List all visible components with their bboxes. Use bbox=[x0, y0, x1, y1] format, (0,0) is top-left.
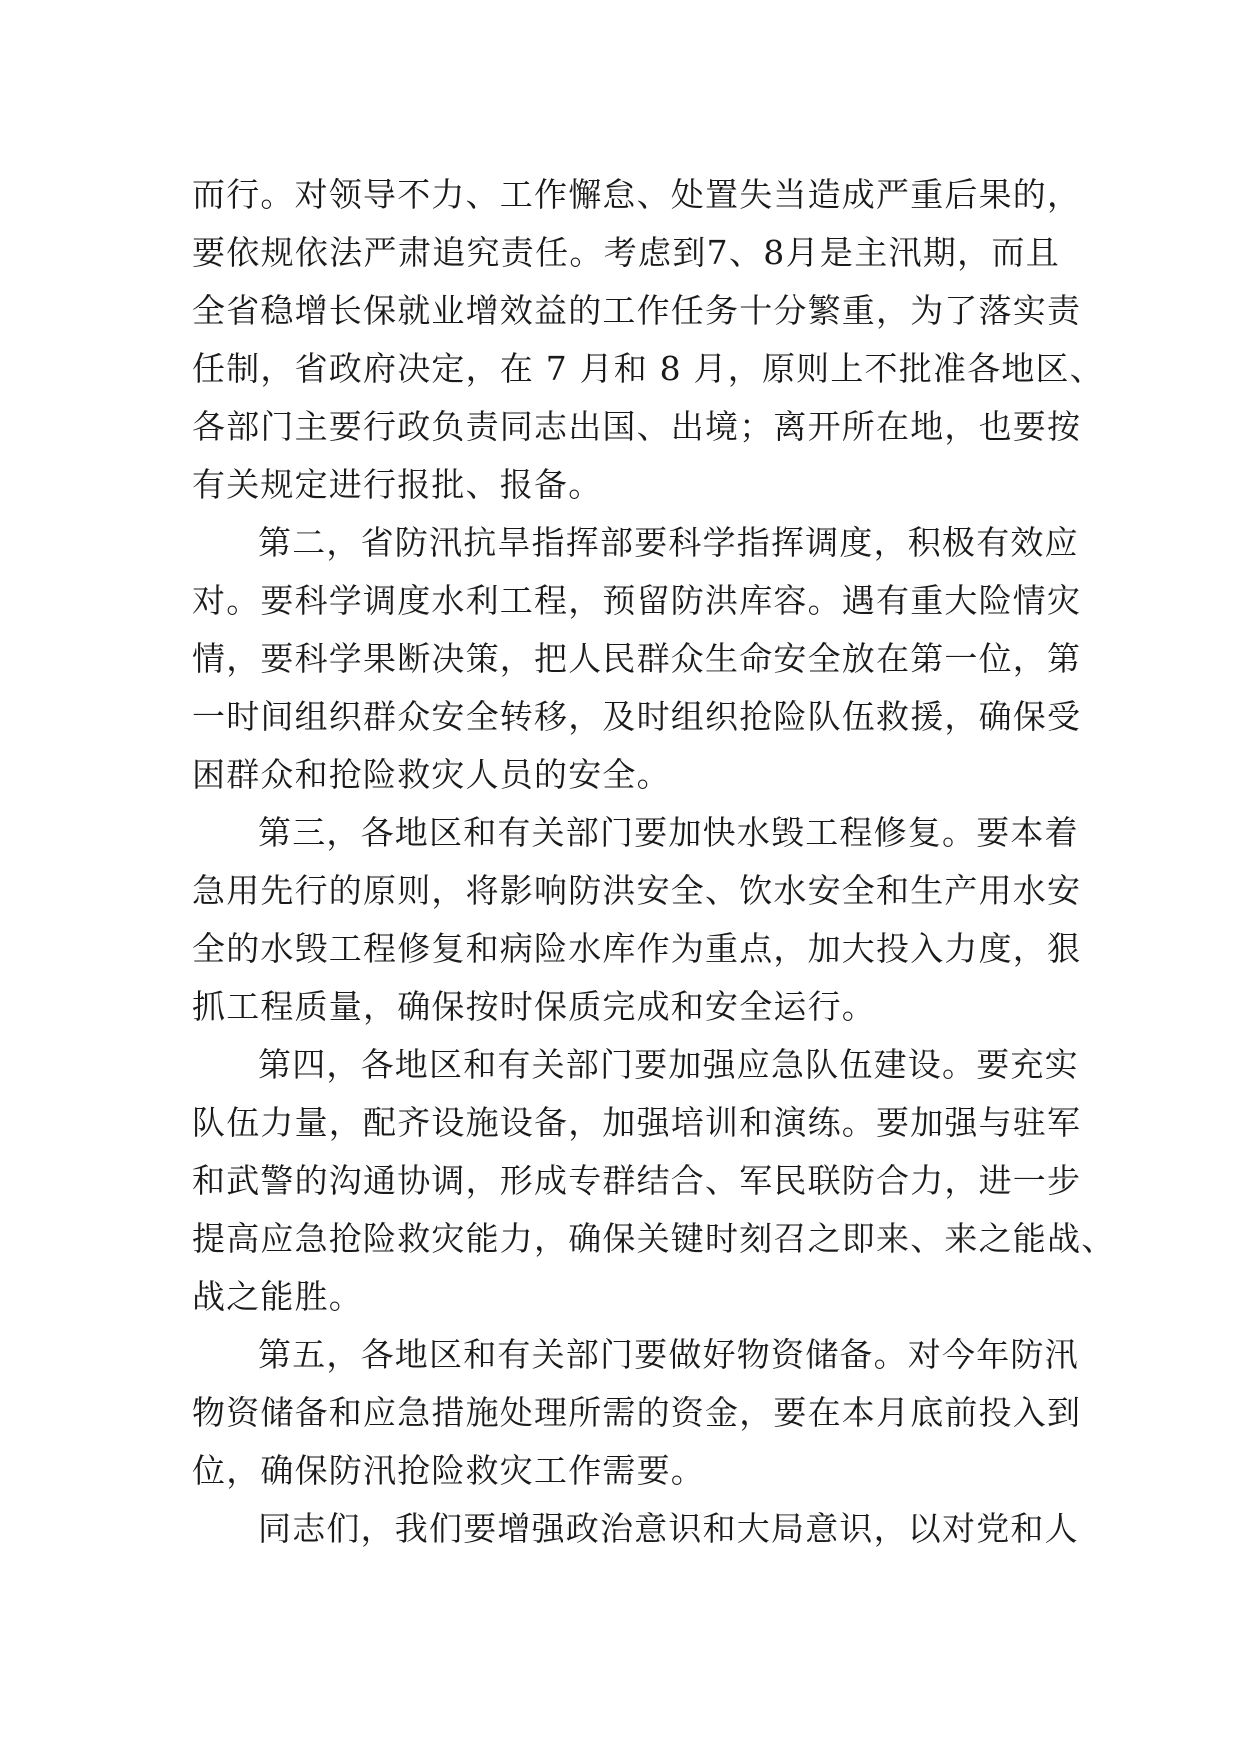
text-line: 困群众和抢险救灾人员的安全。 bbox=[192, 755, 671, 794]
paragraph-first-line: 第三，各地区和有关部门要加快水毁工程修复。要本着 bbox=[258, 813, 1079, 852]
text-line: 急用先行的原则，将影响防洪安全、饮水安全和生产用水安 bbox=[192, 871, 1082, 910]
text-line: 全省稳增长保就业增效益的工作任务十分繁重，为了落实责 bbox=[192, 291, 1082, 330]
text-line: 情，要科学果断决策，把人民群众生命安全放在第一位，第 bbox=[192, 639, 1082, 678]
text-line: 而行。对领导不力、工作懈怠、处置失当造成严重后果的， bbox=[192, 175, 1082, 214]
text-line: 队伍力量，配齐设施设备，加强培训和演练。要加强与驻军 bbox=[192, 1103, 1082, 1142]
text-line: 位，确保防汛抢险救灾工作需要。 bbox=[192, 1451, 705, 1490]
text-line: 有关规定进行报批、报备。 bbox=[192, 465, 603, 504]
paragraph-first-line: 第二，省防汛抗旱指挥部要科学指挥调度，积极有效应 bbox=[258, 523, 1079, 562]
text-line: 各部门主要行政负责同志出国、出境；离开所在地，也要按 bbox=[192, 407, 1082, 446]
text-line: 物资储备和应急措施处理所需的资金，要在本月底前投入到 bbox=[192, 1393, 1082, 1432]
text-line: 一时间组织群众安全转移，及时组织抢险队伍救援，确保受 bbox=[192, 697, 1082, 736]
text-line: 要依规依法严肃追究责任。考虑到7、8月是主汛期，而且 bbox=[192, 233, 1060, 272]
paragraph-first-line: 第四，各地区和有关部门要加强应急队伍建设。要充实 bbox=[258, 1045, 1079, 1084]
text-line: 提高应急抢险救灾能力，确保关键时刻召之即来、来之能战、 bbox=[192, 1219, 1116, 1258]
document-body-text bbox=[192, 166, 1116, 1558]
text-line: 任制，省政府决定，在 7 月和 8 月，原则上不批准各地区、 bbox=[192, 349, 1104, 388]
text-line: 战之能胜。 bbox=[192, 1277, 363, 1316]
text-line: 抓工程质量，确保按时保质完成和安全运行。 bbox=[192, 987, 876, 1026]
paragraph-first-line: 第五，各地区和有关部门要做好物资储备。对今年防汛 bbox=[258, 1335, 1079, 1374]
text-line: 和武警的沟通协调，形成专群结合、军民联防合力，进一步 bbox=[192, 1161, 1082, 1200]
text-line: 全的水毁工程修复和病险水库作为重点，加大投入力度，狠 bbox=[192, 929, 1082, 968]
text-line: 对。要科学调度水利工程，预留防洪库容。遇有重大险情灾 bbox=[192, 581, 1082, 620]
paragraph-first-line: 同志们，我们要增强政治意识和大局意识，以对党和人 bbox=[258, 1509, 1079, 1548]
